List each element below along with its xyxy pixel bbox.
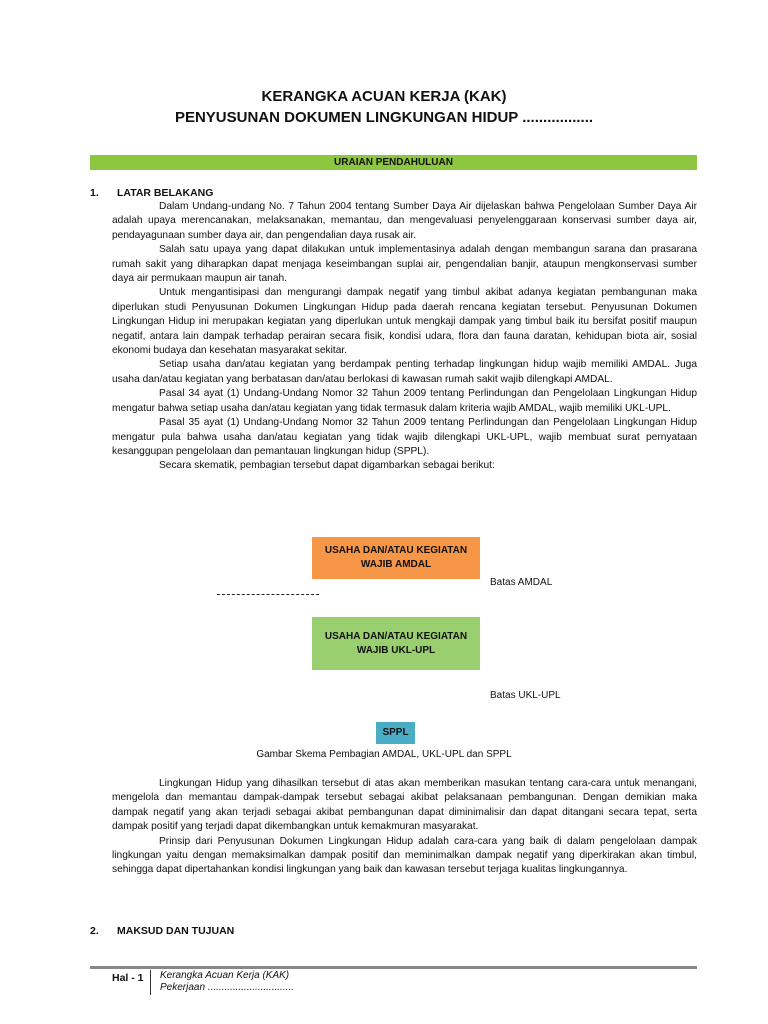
paragraph: Lingkungan Hidup yang dihasilkan tersebut di atas akan memberikan masukan tentang cara-cara untuk menangani, mengelola dan memantau dampak-dampak tersebut sebagai akibat pelaksanaan pembangunan. Dengan demikian maka dampak negatif yang akan terjadi sebagai akibat pembangunan dapat diminimalisir dan dapat ditangani secara tepat, serta dampak positif yang terjadi dapat dikembangkan untuk kemakmuran masyarakat. <box>112 778 697 833</box>
footer-text <box>160 970 294 994</box>
paragraph: Dalam Undang-undang No. 7 Tahun 2004 tentang Sumber Daya Air dijelaskan bahwa Pengelolaan Sumber Daya Air adalah upaya merencanakan, melaksanakan, memantau, dan mengevaluasi penyelenggaraan konservasi sumber daya air, pendayagunaan sumber daya air, dan pengendalian daya rusak air. <box>112 201 697 241</box>
paragraph: Secara skematik, pembagian tersebut dapat digambarkan sebagai berikut: <box>159 460 495 472</box>
paragraph: Pasal 35 ayat (1) Undang-Undang Nomor 32 Tahun 2009 tentang Perlindungan dan Pengelolaan Lingkungan Hidup mengatur pula bahwa usaha dan/atau kegiatan yang tidak wajib dilengkapi UKL-UPL, wajib membuat surat pernyataan kesanggupan pengelolaan dan pemantauan lingkungan hidup (SPPL). <box>112 417 697 457</box>
footer-separator <box>150 970 151 995</box>
paragraph: Salah satu upaya yang dapat dilakukan untuk implementasinya adalah dengan membangun sarana dan prasarana rumah sakit yang diharapkan dapat menjaga keseimbangan suplai air, pengendalian banjir, ataupun mengkonservasi sumber daya air permukaan maupun air tanah. <box>112 244 697 285</box>
paragraph: Untuk mengantisipasi dan mengurangi dampak negatif yang timbul akibat adanya kegiatan pembangunan maka diperlukan studi Penyusunan Dokumen Lingkungan Hidup pada daerah rencana kegiatan tersebut. Penyusunan Dokumen Lingkungan Hidup ini merupakan kegiatan yang diperlukan untuk mengkaji dampak yang timbul baik itu bersifat positif maupun negatif, antara lain dampak terhadap perairan secara fisik, kondisi udara, flora dan fauna daratan, kehidupan biota air, sosial ekonomi budaya dan kesehatan masyarakat sekitar. <box>112 287 697 357</box>
box-wajib-ukl-upl: USAHA DAN/ATAU KEGIATAN WAJIB UKL-UPL <box>312 617 480 670</box>
closing-body <box>112 777 697 878</box>
box-wajib-amdal: USAHA DAN/ATAU KEGIATAN WAJIB AMDAL <box>312 537 480 579</box>
section-bar: URAIAN PENDAHULUAN <box>90 155 697 170</box>
footer-rule <box>90 966 697 969</box>
paragraph: Pasal 34 ayat (1) Undang-Undang Nomor 32 Tahun 2009 tentang Perlindungan dan Pengelolaan Lingkungan Hidup mengatur bahwa setiap usaha dan/atau kegiatan yang tidak termasuk dalam kriteria wajib AMDAL, wajib memiliki UKL-UPL. <box>112 388 697 414</box>
page-number: Hal - 1 <box>112 972 144 984</box>
section-number: 1. <box>90 187 99 199</box>
dashed-divider <box>217 594 319 595</box>
section-heading-2 <box>90 925 234 937</box>
paragraph: Setiap usaha dan/atau kegiatan yang berdampak penting terhadap lingkungan hidup wajib memiliki AMDAL. Juga usaha dan/atau kegiatan yang berbatasan dan/atau berlokasi di kawasan rumah sakit wajib dilengkapi AMDAL. <box>112 359 697 385</box>
section-title: MAKSUD DAN TUJUAN <box>117 925 235 937</box>
latar-belakang-body <box>112 200 697 474</box>
document-subtitle: PENYUSUNAN DOKUMEN LINGKUNGAN HIDUP ................. <box>174 109 594 126</box>
document-title: KERANGKA ACUAN KERJA (KAK) <box>261 88 507 105</box>
footer-doc-name: Kerangka Acuan Kerja (KAK) <box>160 970 290 981</box>
box-sppl: SPPL <box>376 722 415 744</box>
section-title: LATAR BELAKANG <box>117 187 214 199</box>
label-batas-amdal: Batas AMDAL <box>490 577 553 588</box>
figure-caption: Gambar Skema Pembagian AMDAL, UKL-UPL dan SPPL <box>256 749 512 760</box>
section-number: 2. <box>90 925 99 937</box>
paragraph: Prinsip dari Penyusunan Dokumen Lingkungan Hidup adalah cara-cara yang baik di dalam pengelolaan dampak lingkungan yaitu dengan memaksimalkan dampak positif dan meminimalkan dampak negatif yang diperkirakan akan timbul, sehingga dapat dipertahankan kondisi lingkungan yang baik dan kawasan tersebut terjaga kualitas lingkungannya. <box>112 835 697 876</box>
label-batas-ukl-upl: Batas UKL-UPL <box>490 690 561 701</box>
section-heading-1 <box>90 187 213 199</box>
footer-job-line: Pekerjaan ............................... <box>160 982 294 993</box>
